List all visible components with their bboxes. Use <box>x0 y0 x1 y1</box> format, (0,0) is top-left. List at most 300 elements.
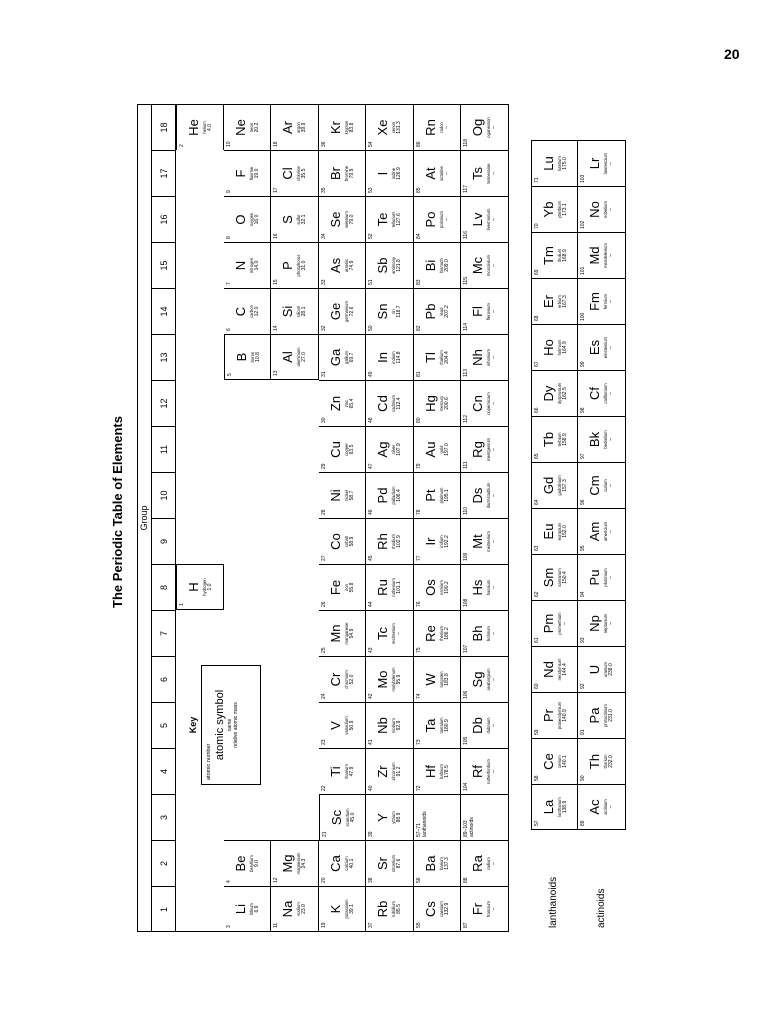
element-pd <box>366 472 414 518</box>
atomic-symbol: Cf <box>587 387 602 400</box>
atomic-symbol: Bh <box>470 625 485 642</box>
atomic-symbol: Tc <box>375 627 390 640</box>
atomic-symbol: Mo <box>375 670 390 689</box>
element-sb <box>366 242 414 288</box>
element-name: radium <box>486 857 491 870</box>
element-as <box>319 242 367 288</box>
atomic-number: 16 <box>273 233 279 239</box>
atomic-symbol: Fr <box>470 902 485 916</box>
element-cd <box>366 380 414 426</box>
element-name: promethium <box>556 612 562 635</box>
range-name: lanthanoids <box>421 811 428 837</box>
atomic-number: 28 <box>320 509 327 515</box>
element-sm <box>531 554 579 600</box>
atomic-number: 57 <box>533 820 540 826</box>
group-number: 4 <box>151 748 176 794</box>
element-name: mercury <box>438 395 444 412</box>
relative-atomic-mass: 140.1 <box>561 755 568 768</box>
element-name: terbium <box>556 432 562 447</box>
relative-atomic-mass: 232.0 <box>608 755 614 768</box>
atomic-number: 8 <box>225 236 232 239</box>
element-ru <box>366 564 414 610</box>
atomic-symbol: Pu <box>587 569 602 586</box>
atomic-number: 32 <box>320 325 327 331</box>
element-fl <box>461 288 509 334</box>
element-nb <box>366 702 414 748</box>
atomic-number: 6 <box>225 328 232 331</box>
atomic-number: 13 <box>273 370 279 376</box>
atomic-number: 85 <box>415 187 422 193</box>
element-name: rutherfordium <box>486 759 491 784</box>
element-name: hassium <box>486 579 491 596</box>
relative-atomic-mass: – <box>491 586 497 589</box>
atomic-number: 56 <box>415 877 422 883</box>
relative-atomic-mass: 79.9 <box>348 168 355 179</box>
atomic-symbol: Nb <box>375 717 390 734</box>
atomic-symbol: Md <box>587 246 602 265</box>
element-name: darmstadtium <box>486 482 491 509</box>
atomic-number: 87 <box>463 922 469 928</box>
atomic-number: 108 <box>463 598 469 607</box>
element-name: caesium <box>438 901 444 917</box>
element-name: lanthanum <box>556 797 562 817</box>
element-name: strontium <box>391 854 396 873</box>
atomic-symbol: O <box>232 214 248 225</box>
relative-atomic-mass: – <box>491 356 497 359</box>
atomic-symbol: Pd <box>375 487 390 504</box>
element-rg <box>461 426 509 472</box>
atomic-symbol: Ir <box>422 537 438 546</box>
element-name: nitrogen <box>248 257 254 274</box>
group-number: 16 <box>151 196 176 242</box>
element-no <box>578 186 626 232</box>
element-name: polonium <box>438 211 444 228</box>
atomic-number: 53 <box>368 187 374 193</box>
relative-atomic-mass: 140.9 <box>561 709 568 722</box>
atomic-symbol: Xe <box>375 119 390 136</box>
relative-atomic-mass: 20.2 <box>253 122 260 133</box>
atomic-number: 49 <box>368 371 374 377</box>
key-box <box>186 656 264 794</box>
atomic-number: 72 <box>415 785 422 791</box>
element-name: tin <box>391 309 396 314</box>
atomic-number: 61 <box>533 637 540 643</box>
relative-atomic-mass: 150.4 <box>561 571 568 584</box>
element-name: lead <box>438 307 444 316</box>
atomic-symbol: Tl <box>422 352 438 363</box>
element-xe <box>366 104 414 150</box>
atomic-symbol: Mg <box>280 854 295 873</box>
relative-atomic-mass: – <box>608 254 614 257</box>
relative-atomic-mass: 74.9 <box>348 260 355 271</box>
relative-atomic-mass: 158.9 <box>561 433 568 446</box>
element-tc <box>366 610 414 656</box>
element-name: sulfur <box>296 214 301 225</box>
atomic-symbol: P <box>280 261 295 270</box>
atomic-symbol: Cs <box>422 901 438 917</box>
element-c <box>224 288 272 334</box>
atomic-number: 58 <box>533 775 540 781</box>
atomic-number: 23 <box>320 739 327 745</box>
atomic-symbol: Rn <box>422 119 438 136</box>
element-bh <box>461 610 509 656</box>
element-dy <box>531 370 579 416</box>
atomic-symbol: Hf <box>422 765 438 778</box>
atomic-number: 90 <box>580 775 586 781</box>
relative-atomic-mass: 65.4 <box>348 398 355 409</box>
element-name: rubidium <box>391 900 396 918</box>
relative-atomic-mass: 63.5 <box>348 444 355 455</box>
atomic-number: 67 <box>533 361 540 367</box>
relative-atomic-mass: 45.0 <box>349 812 356 823</box>
relative-atomic-mass: 16.0 <box>253 214 260 225</box>
atomic-symbol: Hs <box>470 579 485 596</box>
element-mg <box>271 840 319 886</box>
relative-atomic-mass: 83.8 <box>348 122 355 133</box>
relative-atomic-mass: 132.9 <box>443 902 450 916</box>
atomic-number: 18 <box>273 141 279 147</box>
atomic-symbol: Rh <box>375 533 390 550</box>
atomic-symbol: N <box>232 260 248 271</box>
atomic-number: 96 <box>580 499 586 505</box>
atomic-number: 31 <box>320 371 327 377</box>
element-ca <box>319 840 367 886</box>
relative-atomic-mass: 231.0 <box>608 709 614 722</box>
atomic-symbol: Np <box>587 615 602 632</box>
atomic-number: 62 <box>533 591 540 597</box>
atomic-symbol: Na <box>280 900 295 918</box>
atomic-symbol: Cd <box>375 395 390 412</box>
atomic-number: 71 <box>533 177 540 183</box>
atomic-symbol: Rf <box>470 765 485 778</box>
element-name: technetium <box>391 623 396 644</box>
key-example <box>201 665 261 785</box>
relative-atomic-mass: – <box>608 484 614 487</box>
element-name: thallium <box>438 350 444 365</box>
atomic-symbol: Hg <box>422 395 438 412</box>
atomic-number: 48 <box>368 417 374 423</box>
atomic-symbol: Kr <box>327 121 343 134</box>
relative-atomic-mass: 204.4 <box>443 351 450 364</box>
element-mt <box>461 518 509 564</box>
atomic-number: 69 <box>533 269 540 275</box>
atomic-symbol: S <box>280 215 295 224</box>
key-relative-atomic-mass: relative atomic mass <box>232 702 239 748</box>
atomic-symbol: Au <box>422 441 438 458</box>
atomic-symbol: Ne <box>232 119 248 136</box>
atomic-symbol: Ra <box>470 855 485 872</box>
key-atomic-symbol: atomic symbol <box>213 689 226 761</box>
atomic-number: 9 <box>225 190 232 193</box>
relative-atomic-mass: 1.0 <box>207 583 213 591</box>
relative-atomic-mass: 32.1 <box>301 214 307 225</box>
atomic-number: 7 <box>225 282 232 285</box>
element-name: moscovium <box>486 254 491 277</box>
ac-range-cell <box>461 794 509 840</box>
atomic-number: 55 <box>415 922 422 928</box>
element-name: curium <box>603 479 608 492</box>
relative-atomic-mass: 6.9 <box>253 905 260 913</box>
relative-atomic-mass: 238.0 <box>608 663 614 676</box>
atomic-symbol: Os <box>422 579 438 596</box>
atomic-symbol: Lr <box>587 157 602 170</box>
relative-atomic-mass: – <box>608 438 614 441</box>
atomic-number: 27 <box>320 555 327 561</box>
atomic-number: 78 <box>415 509 422 515</box>
atomic-symbol: Re <box>422 625 438 642</box>
relative-atomic-mass: 54.9 <box>348 628 355 639</box>
element-name: hydrogen <box>202 578 207 596</box>
element-name: zirconium <box>391 762 396 781</box>
element-rb <box>366 886 414 932</box>
relative-atomic-mass: 200.6 <box>443 397 450 410</box>
atomic-number: 5 <box>226 373 233 376</box>
relative-atomic-mass: 79.0 <box>348 214 355 225</box>
relative-atomic-mass: – <box>608 530 614 533</box>
atomic-symbol: Ho <box>540 339 556 356</box>
element-lv <box>461 196 509 242</box>
element-name: barium <box>438 857 444 870</box>
element-name: zinc <box>343 399 349 408</box>
element-in <box>366 334 414 380</box>
atomic-symbol: V <box>327 721 343 730</box>
element-la <box>531 784 579 830</box>
relative-atomic-mass: 58.7 <box>348 490 355 501</box>
element-name: flerovium <box>486 303 491 320</box>
element-name: molybdenum <box>391 667 396 692</box>
element-al <box>271 334 319 380</box>
relative-atomic-mass: 102.9 <box>396 535 402 548</box>
element-name: potassium <box>343 899 349 919</box>
relative-atomic-mass: – <box>491 632 497 635</box>
group-number: 7 <box>151 610 176 656</box>
atomic-number: 83 <box>415 279 422 285</box>
relative-atomic-mass: 24.3 <box>301 858 307 869</box>
relative-atomic-mass: 52.0 <box>348 674 355 685</box>
element-ar <box>271 104 319 150</box>
element-name: copernicium <box>486 392 491 415</box>
relative-atomic-mass: 85.5 <box>396 904 402 914</box>
element-ge <box>319 288 367 334</box>
element-os <box>414 564 462 610</box>
atomic-number: 88 <box>463 877 469 883</box>
element-be <box>224 840 272 886</box>
element-fe <box>319 564 367 610</box>
atomic-number: 42 <box>368 693 374 699</box>
relative-atomic-mass: 47.9 <box>348 766 355 777</box>
element-th <box>578 738 626 784</box>
group-number: 2 <box>151 840 176 886</box>
element-eu <box>531 508 579 554</box>
element-ta <box>414 702 462 748</box>
relative-atomic-mass: 178.5 <box>443 765 450 778</box>
element-gd <box>531 462 579 508</box>
relative-atomic-mass: – <box>491 770 497 773</box>
atomic-symbol: Th <box>587 753 602 770</box>
relative-atomic-mass: – <box>608 208 614 211</box>
relative-atomic-mass: 195.1 <box>443 489 450 502</box>
element-name: gallium <box>343 350 349 365</box>
range-atomic-numbers: 57–71 <box>415 823 422 837</box>
element-name: roentgenium <box>486 437 491 462</box>
relative-atomic-mass: 39.1 <box>348 904 355 914</box>
element-s <box>271 196 319 242</box>
element-name: californium <box>603 383 608 404</box>
element-cu <box>319 426 367 472</box>
element-te <box>366 196 414 242</box>
atomic-number: 104 <box>463 782 469 791</box>
element-sg <box>461 656 509 702</box>
atomic-number: 63 <box>533 545 540 551</box>
atomic-symbol: Yb <box>540 201 556 218</box>
element-ne <box>224 104 272 150</box>
element-name: einsteinium <box>603 336 608 359</box>
element-li <box>224 886 272 932</box>
atomic-number: 95 <box>580 545 586 551</box>
element-pa <box>578 692 626 738</box>
atomic-number: 79 <box>415 463 422 469</box>
element-name: ruthenium <box>391 578 396 597</box>
atomic-number: 59 <box>533 729 540 735</box>
element-ba <box>414 840 462 886</box>
atomic-symbol: U <box>587 664 602 675</box>
atomic-symbol: C <box>232 306 248 317</box>
atomic-number: 93 <box>580 637 586 643</box>
element-name: cerium <box>556 755 562 768</box>
atomic-symbol: Pa <box>587 707 602 724</box>
relative-atomic-mass: 106.4 <box>396 489 402 502</box>
atomic-symbol: Ds <box>470 487 485 504</box>
atomic-symbol: Ba <box>422 855 438 872</box>
relative-atomic-mass: 190.2 <box>443 581 450 594</box>
group-number: 18 <box>151 104 176 150</box>
atomic-number: 98 <box>580 407 586 413</box>
relative-atomic-mass: – <box>608 346 614 349</box>
element-tm <box>531 232 579 278</box>
element-name: fermium <box>603 293 608 310</box>
atomic-number: 11 <box>273 922 279 928</box>
relative-atomic-mass: 157.3 <box>561 479 568 492</box>
relative-atomic-mass: 127.6 <box>396 213 402 226</box>
element-fm <box>578 278 626 324</box>
group-number: 8 <box>151 564 176 610</box>
element-name: radon <box>438 122 444 133</box>
element-name: scandium <box>344 808 350 827</box>
element-name: iodine <box>391 167 396 180</box>
atomic-number: 3 <box>225 925 232 928</box>
element-np <box>578 600 626 646</box>
element-name: chromium <box>343 670 349 689</box>
element-name: tennessine <box>486 163 491 184</box>
element-name: dubnium <box>486 717 491 734</box>
relative-atomic-mass: 162.5 <box>561 387 568 400</box>
atomic-symbol: Ts <box>470 167 485 180</box>
element-rf <box>461 748 509 794</box>
atomic-symbol: Sm <box>540 567 556 588</box>
element-name: berkelium <box>603 430 608 449</box>
element-sr <box>366 840 414 886</box>
element-b <box>224 334 272 380</box>
atomic-number: 21 <box>321 831 328 837</box>
element-name: boron <box>249 351 255 363</box>
relative-atomic-mass: – <box>491 402 497 405</box>
relative-atomic-mass: – <box>491 310 497 313</box>
relative-atomic-mass: 72.6 <box>348 306 355 317</box>
element-name: carbon <box>248 305 254 318</box>
element-name: livermorium <box>486 208 491 231</box>
atomic-number: 41 <box>368 739 374 745</box>
element-bi <box>414 242 462 288</box>
element-br <box>319 150 367 196</box>
atomic-symbol: Bi <box>422 259 438 272</box>
element-rh <box>366 518 414 564</box>
atomic-symbol: I <box>375 171 390 176</box>
atomic-symbol: Cu <box>327 441 343 458</box>
relative-atomic-mass: 118.7 <box>396 305 402 318</box>
atomic-symbol: Fm <box>587 292 602 311</box>
atomic-symbol: Es <box>587 339 602 356</box>
element-name: dysprosium <box>556 382 562 405</box>
element-n <box>224 242 272 288</box>
element-name: titanium <box>343 764 349 779</box>
element-y <box>366 794 414 840</box>
group-number: 13 <box>151 334 176 380</box>
element-sc <box>319 794 367 840</box>
element-ce <box>531 738 579 784</box>
atomic-symbol: No <box>587 201 602 218</box>
atomic-symbol: Al <box>280 351 295 363</box>
element-name: helium <box>202 121 207 134</box>
element-ti <box>319 748 367 794</box>
element-name: mendelevium <box>603 243 608 268</box>
atomic-number: 60 <box>533 683 540 689</box>
atomic-number: 38 <box>368 877 374 883</box>
relative-atomic-mass: 10.8 <box>254 352 261 362</box>
relative-atomic-mass: 27.0 <box>301 352 307 362</box>
atomic-symbol: Ar <box>280 121 295 134</box>
group-number: 11 <box>151 426 176 472</box>
relative-atomic-mass: 152.0 <box>561 525 568 538</box>
element-tl <box>414 334 462 380</box>
element-name: neon <box>248 122 254 133</box>
element-name: osmium <box>438 580 444 595</box>
element-k <box>319 886 367 932</box>
atomic-number: 54 <box>368 141 374 147</box>
group-header-label: Group <box>139 505 149 531</box>
relative-atomic-mass: – <box>491 494 497 497</box>
element-kr <box>319 104 367 150</box>
element-ts <box>461 150 509 196</box>
atomic-number: 24 <box>320 693 327 699</box>
element-name: bismuth <box>438 258 444 273</box>
element-name: bromine <box>343 165 349 182</box>
element-ac <box>578 784 626 830</box>
element-v <box>319 702 367 748</box>
atomic-symbol: Be <box>232 855 248 872</box>
atomic-number: 52 <box>368 233 374 239</box>
element-name: gadolinium <box>556 475 562 496</box>
element-ir <box>414 518 462 564</box>
element-db <box>461 702 509 748</box>
relative-atomic-mass: 55.8 <box>348 582 355 593</box>
atomic-number: 92 <box>580 683 586 689</box>
element-name: tellurium <box>391 211 396 228</box>
element-hf <box>414 748 462 794</box>
atomic-symbol: Ru <box>375 579 390 596</box>
relative-atomic-mass: 131.3 <box>396 121 402 134</box>
element-name: lawrencium <box>603 152 608 175</box>
relative-atomic-mass: 175.0 <box>561 157 568 170</box>
